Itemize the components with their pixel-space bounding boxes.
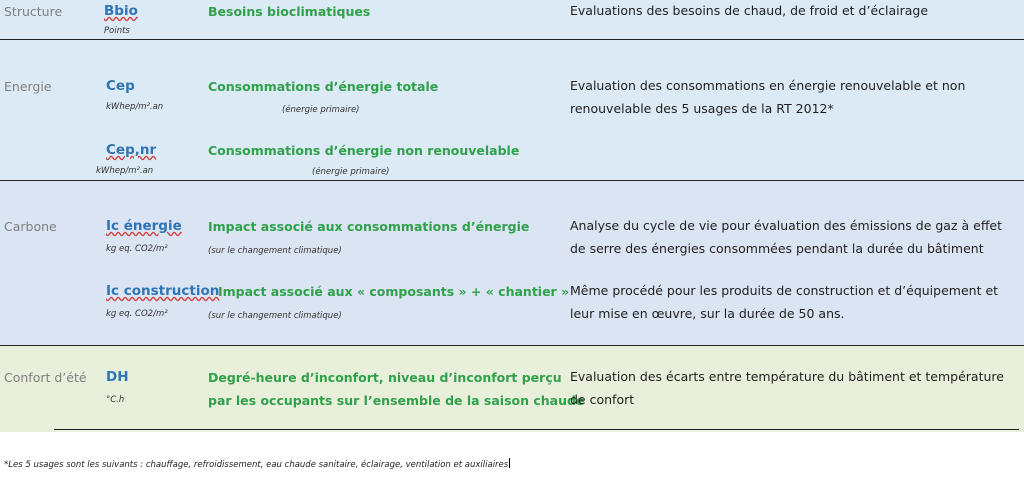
code-cepnr-text: Cep,nr xyxy=(106,142,157,158)
confort-band xyxy=(0,346,1024,432)
unit-bbio: Points xyxy=(104,26,130,36)
code-cep: Cep xyxy=(106,78,135,94)
desc-dh-line2: de confort xyxy=(570,392,635,407)
desc-ic-construction-line1: Même procédé pour les produits de construction et d’équipement et xyxy=(570,283,999,298)
code-bbio-text: Bbio xyxy=(104,3,138,19)
title-bbio: Besoins bioclimatiques xyxy=(208,4,371,19)
category-carbone: Carbone xyxy=(4,219,57,234)
footnote xyxy=(4,458,510,470)
title-ic-energie: Impact associé aux consommations d’énergie xyxy=(208,219,530,234)
subtitle-ic-energie: (sur le changement climatique) xyxy=(208,246,342,256)
desc-bbio: Evaluations des besoins de chaud, de froid et d’éclairage xyxy=(570,3,929,18)
desc-dh-line1: Evaluation des écarts entre température du bâtiment et température xyxy=(570,369,1004,384)
code-ic-energie xyxy=(106,218,182,234)
desc-ic-energie-line2: de serre des énergies consommées pendant la durée du bâtiment xyxy=(570,241,984,256)
desc-ic-energie-line1: Analyse du cycle de vie pour évaluation des émissions de gaz à effet xyxy=(570,218,1003,233)
separator-confort xyxy=(54,429,1019,430)
title-cepnr: Consommations d’énergie non renouvelable xyxy=(208,143,520,158)
code-bbio xyxy=(104,3,138,19)
unit-cep: kWhep/m².an xyxy=(106,102,164,112)
category-energie: Energie xyxy=(4,79,52,94)
carbone-band xyxy=(0,181,1024,346)
category-confort: Confort d’été xyxy=(4,370,87,385)
title-ic-construction: Impact associé aux « composants » + « chantier » xyxy=(218,284,570,299)
unit-cepnr: kWhep/m².an xyxy=(96,166,154,176)
subtitle-cepnr: (énergie primaire) xyxy=(312,167,390,177)
separator-structure xyxy=(0,39,1024,40)
text-cursor xyxy=(509,458,510,468)
code-ic-construction-text: Ic construction xyxy=(106,283,220,299)
separator-carbone xyxy=(0,345,1024,346)
category-structure: Structure xyxy=(4,4,63,19)
code-ic-energie-text: Ic énergie xyxy=(106,218,182,234)
title-cep: Consommations d’énergie totale xyxy=(208,79,439,94)
unit-ic-energie: kg eq. CO2/m² xyxy=(106,244,168,254)
code-cepnr xyxy=(106,142,156,158)
code-dh: DH xyxy=(106,369,129,385)
desc-cep-line1: Evaluation des consommations en énergie renouvelable et non xyxy=(570,78,966,93)
footnote-text: *Les 5 usages sont les suivants : chauffage, refroidissement, eau chaude sanitaire, éclairage, ventilation et auxiliaires xyxy=(4,460,509,470)
subtitle-cep: (énergie primaire) xyxy=(282,105,360,115)
title-dh-line2: par les occupants sur l’ensemble de la saison chaude xyxy=(208,393,585,408)
separator-energie xyxy=(0,180,1024,181)
desc-cep-line2: renouvelable des 5 usages de la RT 2012* xyxy=(570,101,834,116)
title-dh-line1: Degré-heure d’inconfort, niveau d’inconfort perçu xyxy=(208,370,562,385)
desc-ic-construction-line2: leur mise en œuvre, sur la durée de 50 ans. xyxy=(570,306,845,321)
code-ic-construction xyxy=(106,283,219,299)
unit-ic-construction: kg eq. CO2/m² xyxy=(106,309,168,319)
subtitle-ic-construction: (sur le changement climatique) xyxy=(208,311,342,321)
unit-dh: °C.h xyxy=(106,395,125,405)
